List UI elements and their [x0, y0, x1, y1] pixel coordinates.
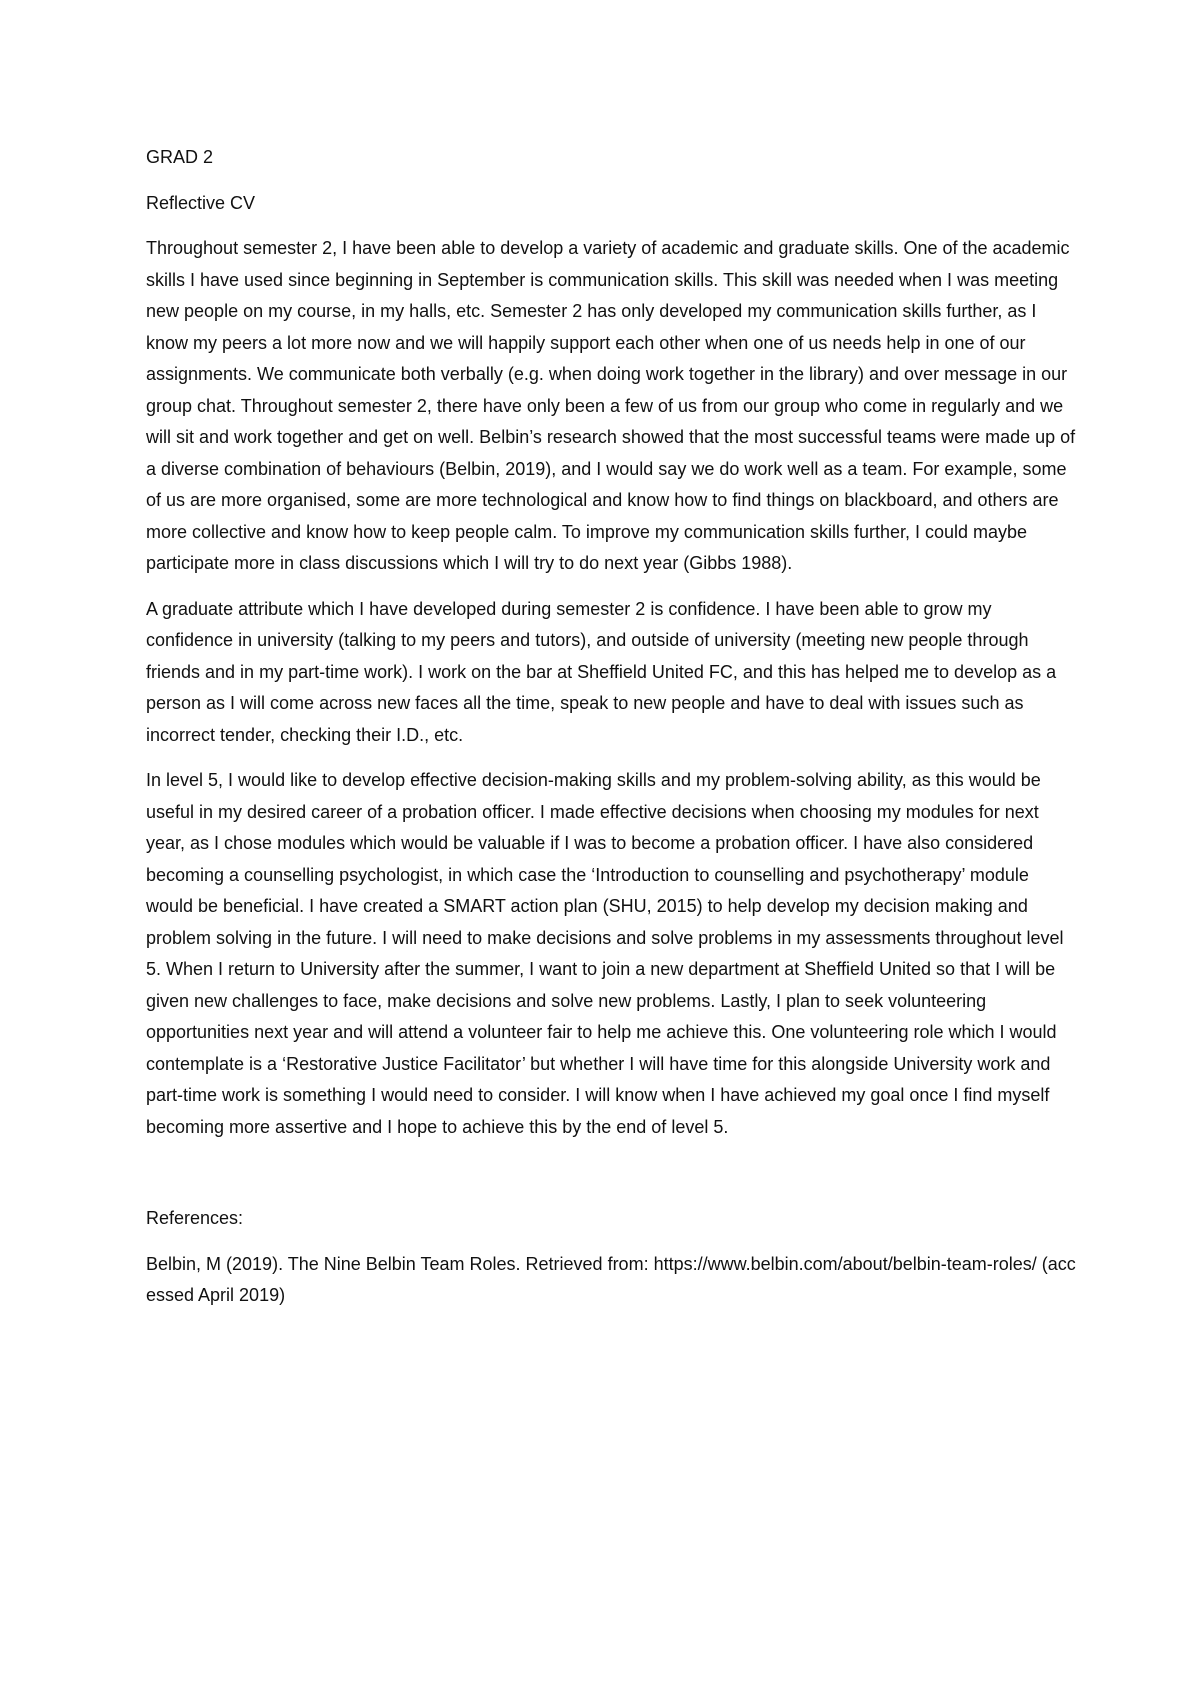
- body-paragraph-level-5-goals: In level 5, I would like to develop effective decision-making skills and my problem-solving ability, as this would be useful in my desired career of a probation officer. I made effective decisions when choosing my modules for next year, as I chose modules which would be valuable if I was to become a probation officer. I have also considered becoming a counselling psychologist, in which case the ‘Introduction to counselling and psychotherapy’ module would be beneficial. I have created a SMART action plan (SHU, 2015) to help develop my decision making and problem solving in the future. I will need to make decisions and solve problems in my assessments throughout level 5. When I return to University after the summer, I want to join a new department at Sheffield United so that I will be given new challenges to face, make decisions and solve new problems. Lastly, I plan to seek volunteering opportunities next year and will attend a volunteer fair to help me achieve this. One volunteering role which I would contemplate is a ‘Restorative Justice Facilitator’ but whether I will have time for this alongside University work and part-time work is something I would need to consider. I will know when I have achieved my goal once I find myself becoming more assertive and I hope to achieve this by the end of level 5.: [146, 770, 1064, 1137]
- reference-entry: Belbin, M (2019). The Nine Belbin Team Roles. Retrieved from: https://www.belbin.com/about/belbin-team-roles/ (accessed April 2019): [146, 1253, 1076, 1305]
- document-subtitle: Reflective CV: [146, 192, 256, 213]
- references-heading: References:: [146, 1208, 244, 1228]
- document-title: GRAD 2: [146, 147, 214, 167]
- body-paragraph-confidence: A graduate attribute which I have developed during semester 2 is confidence. I have been able to grow my confidence in university (talking to my peers and tutors), and outside of university (meeting new people through friends and in my part-time work). I work on the bar at Sheffield United FC, and this has helped me to develop as a person as I will come across new faces all the time, speak to new people and have to deal with issues such as incorrect tender, checking their I.D., etc.: [146, 598, 1057, 745]
- document-page: [146, 142, 1076, 1312]
- body-paragraph-communication: Throughout semester 2, I have been able to develop a variety of academic and graduate skills. One of the academic skills I have used since beginning in September is communication skills. This skill was needed when I was meeting new people on my course, in my halls, etc. Semester 2 has only developed my communication skills further, as I know my peers a lot more now and we will happily support each other when one of us needs help in one of our assignments. We communicate both verbally (e.g. when doing work together in the library) and over message in our group chat. Throughout semester 2, there have only been a few of us from our group who come in regularly and we will sit and work together and get on well. Belbin’s research showed that the most successful teams were made up of a diverse combination of behaviours (Belbin, 2019), and I would say we do work well as a team. For example, some of us are more organised, some are more technological and know how to find things on blackboard, and others are more collective and know how to keep people calm. To improve my communication skills further, I could maybe participate more in class discussions which I will try to do next year (Gibbs 1988).: [146, 238, 1076, 573]
